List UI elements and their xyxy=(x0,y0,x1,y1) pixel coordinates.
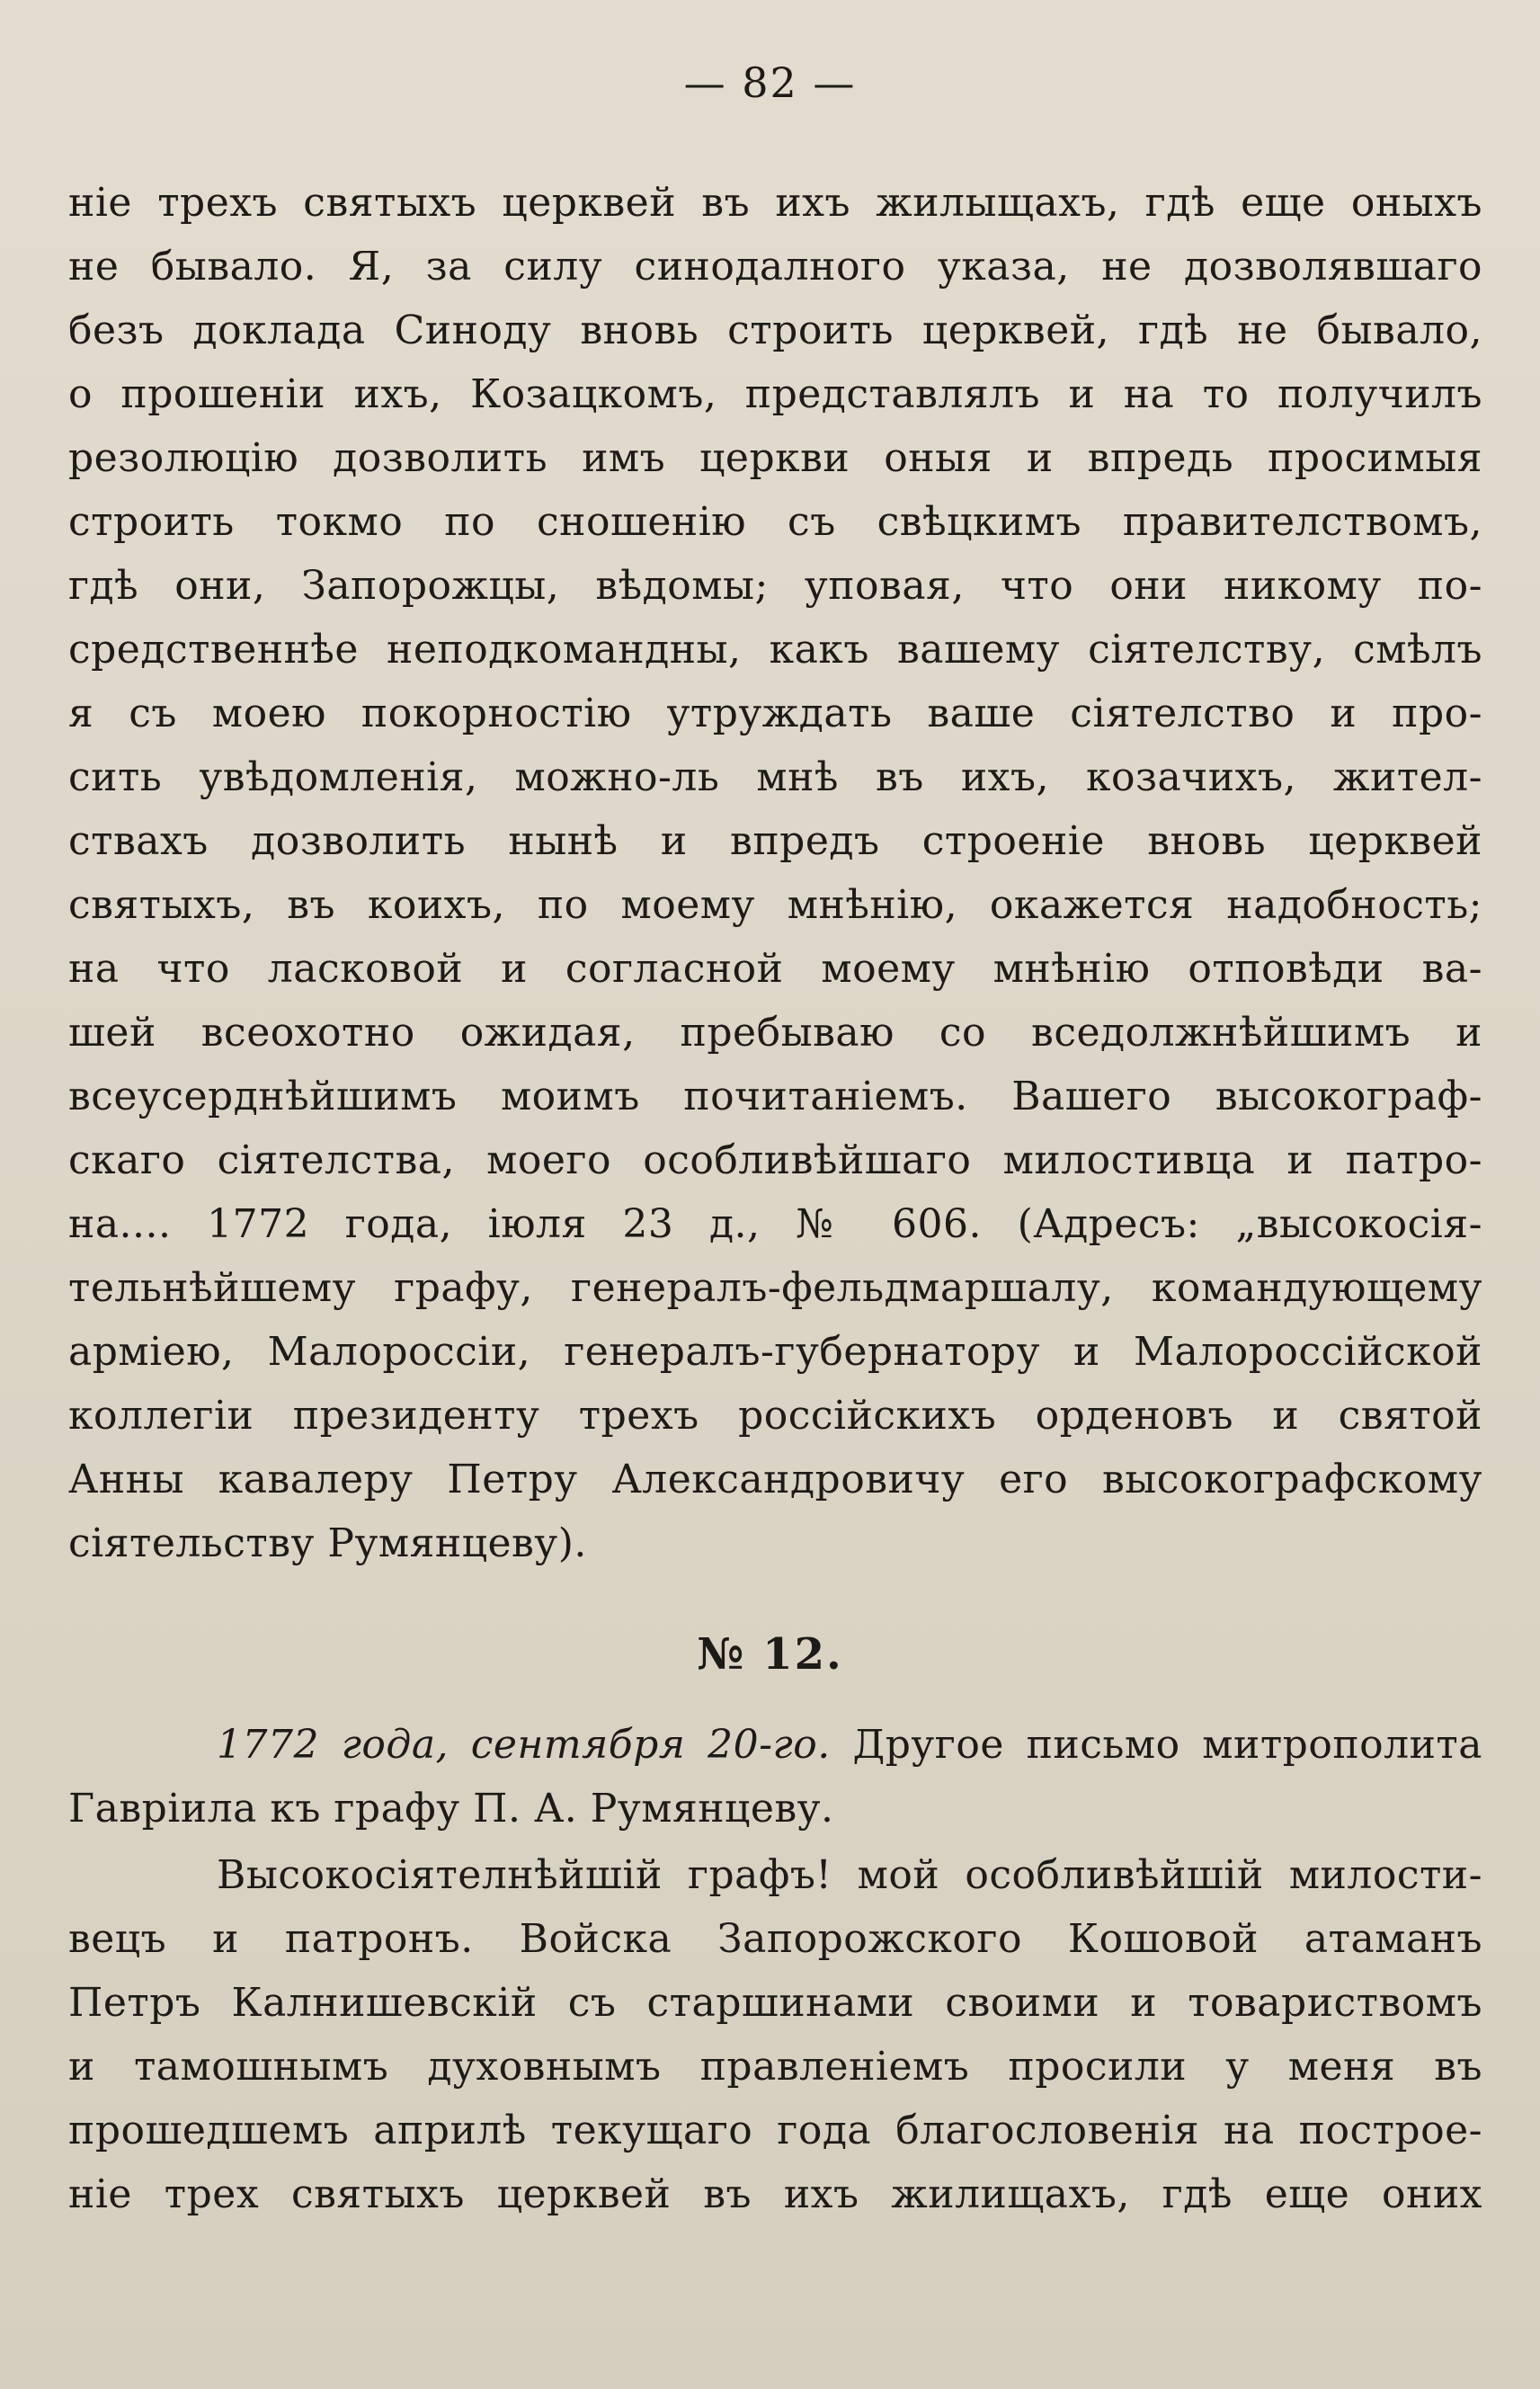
text-line: я съ моею покорностію утруждать ваше сіятелство и про- xyxy=(68,691,1482,736)
text-line: сить увѣдомленія, можно-ль мнѣ въ ихъ, козачихъ, жител- xyxy=(68,754,1482,800)
text-line: о прошеніи ихъ, Козацкомъ, представлялъ и на то получилъ xyxy=(68,371,1482,417)
text-line: гдѣ они, Запорожцы, вѣдомы; уповая, что они никому по- xyxy=(68,563,1482,609)
text-line: тельнѣйшему графу, генералъ-фельдмаршалу, командующему xyxy=(68,1265,1482,1311)
text-line: прошедшемъ априлѣ текущаго года благословенія на построе- xyxy=(68,2108,1482,2153)
document-number-heading: № 12. xyxy=(697,1629,843,1680)
text-line: не бывало. Я, за силу синодалного указа, не дозволявшаго xyxy=(68,244,1482,290)
letter-text-block xyxy=(68,171,1482,1575)
heading-title-part: Другое письмо митрополита xyxy=(852,1722,1482,1768)
text-line: на.... 1772 года, іюля 23 д., № 606. (Адресъ: „высокосія- xyxy=(68,1201,1482,1247)
text-line: на что ласковой и согласной моему мнѣнію отповѣди ва- xyxy=(68,946,1482,992)
text-line: строить токмо по сношенію съ свѣцкимъ правителствомъ, xyxy=(68,499,1482,545)
page-number: — 82 — xyxy=(683,58,857,107)
text-line: резолюцію дозволить имъ церкви оныя и впредь просимыя xyxy=(68,435,1482,481)
text-line: вецъ и патронъ. Войска Запорожского Кошовой атаманъ xyxy=(68,1916,1482,1962)
text-line: средственнѣе неподкомандны, какъ вашему сіятелству, смѣлъ xyxy=(68,627,1482,673)
text-line: арміею, Малороссіи, генералъ-губернатору и Малороссійской xyxy=(68,1329,1482,1375)
text-line: святыхъ, въ коихъ, по моему мнѣнію, окажется надобность; xyxy=(68,882,1482,928)
text-line: скаго сіятелства, моего особливѣйшаго милостивца и патро- xyxy=(68,1137,1482,1183)
heading-line-1 xyxy=(68,1713,1482,1777)
text-line: шей всеохотно ожидая, пребываю со вседолжнѣйшимъ и xyxy=(68,1010,1482,1056)
text-line: и тамошнымъ духовнымъ правленіемъ просили у меня въ xyxy=(68,2044,1482,2090)
text-line: ніе трех святыхъ церквей въ ихъ жилищахъ, гдѣ еще оних xyxy=(68,2171,1482,2217)
text-line: сіятельству Румянцеву). xyxy=(68,1520,587,1566)
text-line: Высокосіятелнѣйшій графъ! мой особливѣйшій милости- xyxy=(217,1852,1482,1898)
text-line: Петръ Калнишевскій съ старшинами своими и товариствомъ xyxy=(68,1980,1482,2026)
heading-line-2: Гавріила къ графу П. А. Румянцеву. xyxy=(68,1786,834,1832)
text-line: всеусерднѣйшимъ моимъ почитаніемъ. Вашего высокограф- xyxy=(68,1074,1482,1119)
text-line: ствахъ дозволить нынѣ и впредъ строеніе вновь церквей xyxy=(68,818,1482,864)
text-line: коллегіи президенту трехъ россійскихъ орденовъ и святой xyxy=(68,1393,1482,1439)
text-line: безъ доклада Синоду вновь строить церквей, гдѣ не бывало, xyxy=(68,308,1482,353)
heading-date: 1772 года, сентября 20-го. xyxy=(217,1722,831,1768)
text-line: ніе трехъ святыхъ церквей въ ихъ жилыщахъ, гдѣ еще оныхъ xyxy=(68,180,1482,226)
document-heading xyxy=(68,1713,1482,1841)
letter-text-block-2 xyxy=(68,1843,1482,2226)
text-line: Анны кавалеру Петру Александровичу его высокографскому xyxy=(68,1457,1482,1502)
